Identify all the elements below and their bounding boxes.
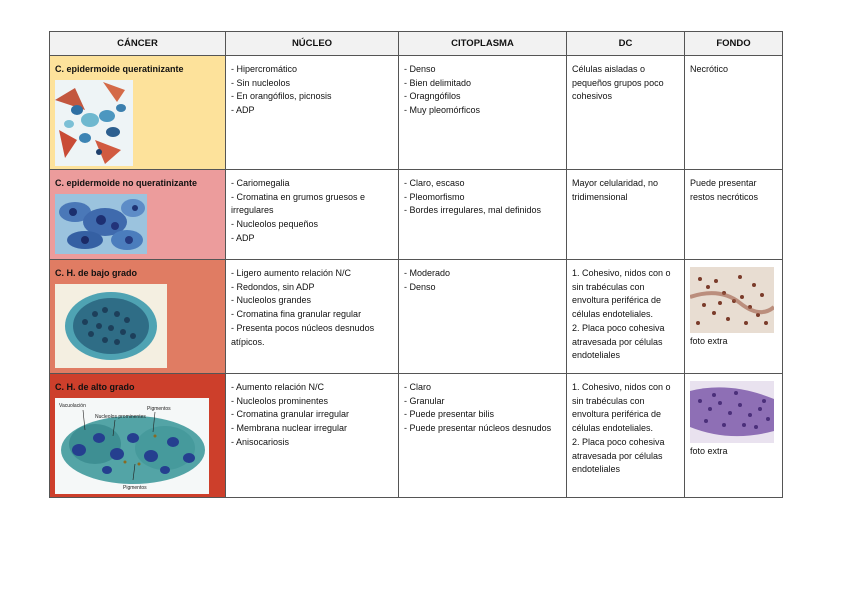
cytology-image xyxy=(55,194,147,254)
image-label: Pigmentos xyxy=(147,405,171,412)
list-item: - Redondos, sin ADP xyxy=(231,281,315,292)
cancer-name: C. H. de alto grado xyxy=(55,382,135,392)
list-item: - Moderado xyxy=(404,268,451,278)
header-cancer: CÁNCER xyxy=(50,32,226,56)
header-dc: DC xyxy=(567,32,685,56)
list-item: - Anisocariosis xyxy=(231,436,290,447)
header-citoplasma: CITOPLASMA xyxy=(399,32,567,56)
extra-photo xyxy=(690,381,774,443)
list-item: - Denso xyxy=(404,64,436,74)
list-item: - Claro xyxy=(404,382,432,392)
header-row xyxy=(50,32,783,56)
list-item: - Bordes irregulares, mal definidos xyxy=(404,205,542,216)
extra-photo-label: foto extra xyxy=(690,336,728,346)
image-label: Nucleolos prominentes xyxy=(95,413,146,420)
header-nucleo: NÚCLEO xyxy=(226,32,399,56)
cancer-name: C. H. de bajo grado xyxy=(55,268,138,278)
cancer-cell xyxy=(50,260,226,374)
list-item: - Nucleolos prominentes xyxy=(231,395,329,406)
dc-text: Mayor celularidad, no tridimensional xyxy=(572,178,659,202)
list-item: - Granular xyxy=(404,395,445,406)
list-item: - Claro, escaso xyxy=(404,178,465,188)
dc-text: 1. Cohesivo, nidos con o sin trabéculas con envoltura periférica de células endoteliales. 2. Placa poco cohesiva atravesada por células endoteliales xyxy=(572,268,671,361)
table-row xyxy=(50,56,783,170)
citoplasma-cell xyxy=(399,374,567,498)
list-item: - Cromatina fina granular regular xyxy=(231,309,362,320)
extra-photo-label: foto extra xyxy=(690,446,728,456)
list-item: - Bien delimitado xyxy=(404,77,472,88)
image-label: Vacuolación xyxy=(59,402,86,409)
citoplasma-cell xyxy=(399,56,567,170)
list-item: - Nucleolos grandes xyxy=(231,295,312,306)
extra-photo xyxy=(690,267,774,333)
dc-text: 1. Cohesivo, nidos con o sin trabéculas con envoltura periférica de células endoteliales. 2. Placa poco cohesiva atravesada por células endoteliales xyxy=(572,382,671,475)
list-item: - Aumento relación N/C xyxy=(231,382,325,392)
fondo-cell xyxy=(685,56,783,170)
nucleo-cell xyxy=(226,56,399,170)
list-item: - ADP xyxy=(231,232,255,243)
list-item: - Pleomorfismo xyxy=(404,191,465,202)
cancer-cell xyxy=(50,170,226,260)
cytology-image xyxy=(55,284,167,368)
cancer-name: C. epidermoide no queratinizante xyxy=(55,178,198,188)
nucleo-cell xyxy=(226,260,399,374)
list-item: - Denso xyxy=(404,281,436,292)
dc-cell xyxy=(567,170,685,260)
list-item: - En orangófilos, picnosis xyxy=(231,91,332,102)
list-item: - Presenta pocos núcleos desnudos atípicos. xyxy=(231,322,375,347)
list-item: - Puede presentar núcleos desnudos xyxy=(404,423,552,434)
nucleo-cell xyxy=(226,170,399,260)
dc-cell xyxy=(567,56,685,170)
dc-cell xyxy=(567,260,685,374)
list-item: - Puede presentar bilis xyxy=(404,409,495,420)
fondo-text: Puede presentar restos necróticos xyxy=(690,178,759,202)
table-row xyxy=(50,170,783,260)
table-row xyxy=(50,374,783,498)
cancer-cell xyxy=(50,56,226,170)
list-item: - Cromatina granular irregular xyxy=(231,409,350,420)
fondo-cell xyxy=(685,170,783,260)
list-item: - Cromatina en grumos gruesos e irregulares xyxy=(231,191,366,216)
list-item: - Nucleolos pequeños xyxy=(231,219,319,230)
fondo-cell xyxy=(685,260,783,374)
citoplasma-cell xyxy=(399,260,567,374)
dc-text: Células aisladas o pequeños grupos poco cohesivos xyxy=(572,64,664,102)
citoplasma-cell xyxy=(399,170,567,260)
table-row xyxy=(50,260,783,374)
cytology-image xyxy=(55,80,133,166)
list-item: - Ligero aumento relación N/C xyxy=(231,268,352,278)
list-item: - Muy pleomórficos xyxy=(404,105,481,116)
list-item: - Cariomegalia xyxy=(231,178,290,188)
nucleo-cell xyxy=(226,374,399,498)
dc-cell xyxy=(567,374,685,498)
header-fondo: FONDO xyxy=(685,32,783,56)
list-item: - Membrana nuclear irregular xyxy=(231,423,348,434)
list-item: - Hipercromático xyxy=(231,64,298,74)
cancer-name: C. epidermoide queratinizante xyxy=(55,64,184,74)
cytology-image xyxy=(55,398,209,494)
fondo-cell xyxy=(685,374,783,498)
list-item: - Oragngófilos xyxy=(404,91,461,102)
image-label: Pigmentos xyxy=(123,484,147,491)
list-item: - ADP xyxy=(231,105,255,116)
fondo-text: Necrótico xyxy=(690,64,729,74)
list-item: - Sin nucleolos xyxy=(231,77,291,88)
cancer-cell xyxy=(50,374,226,498)
cancer-table xyxy=(49,31,783,498)
